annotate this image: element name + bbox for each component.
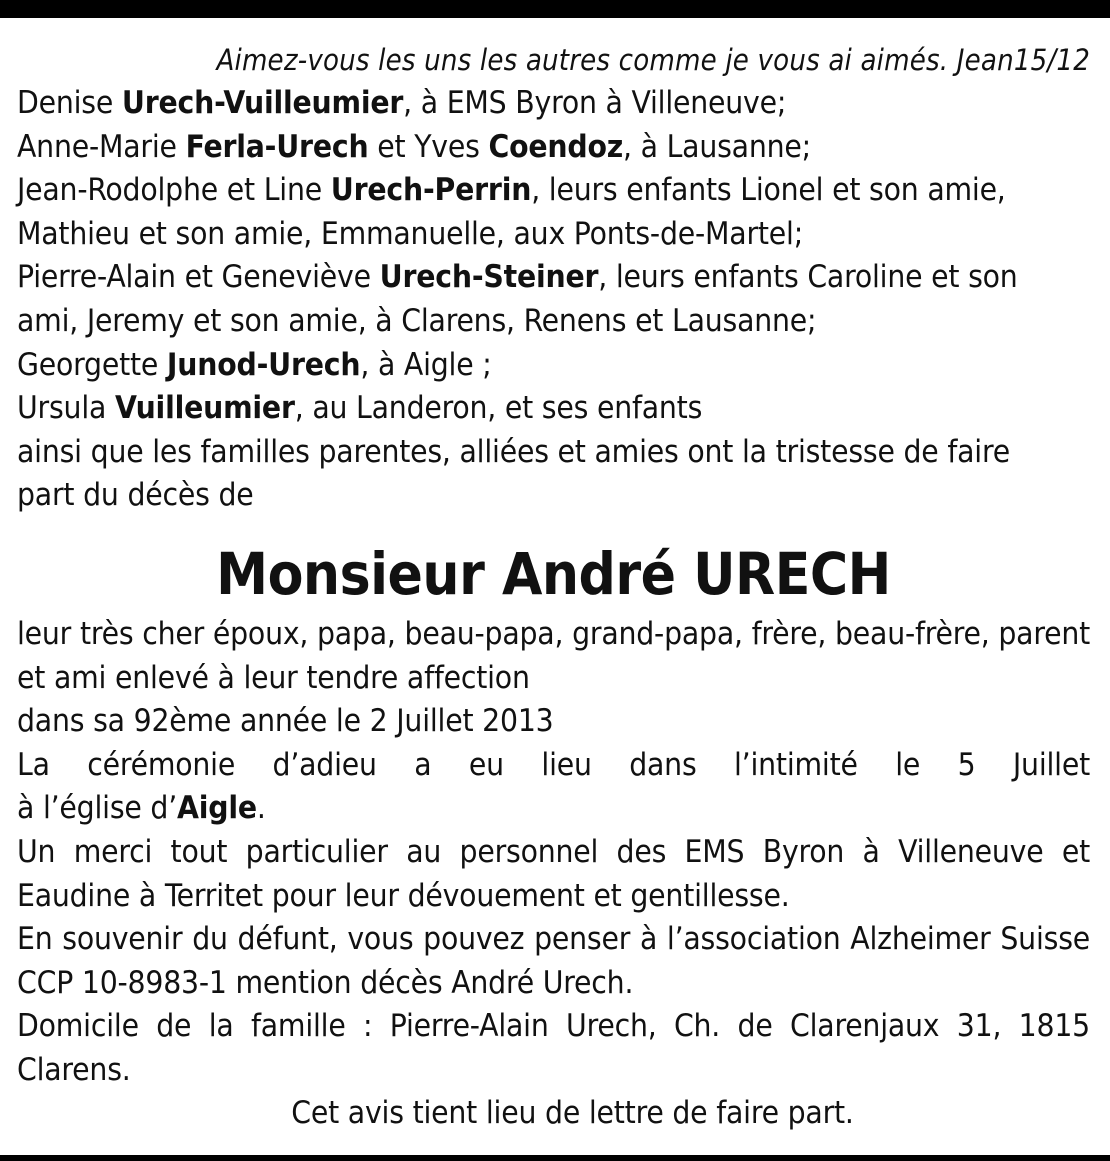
family-text: Pierre-Alain et Geneviève [17,259,380,296]
family-text: , à Aigle ; [360,346,492,383]
family-text: , leurs enfants Caroline et son [598,259,1018,296]
family-surname: Vuilleumier [114,390,295,427]
family-line: Mathieu et son amie, Emmanuelle, aux Ponts-de-Martel; [17,215,804,252]
place-name: Aigle [177,790,257,827]
family-list [17,82,1090,518]
family-line [17,126,1090,170]
body-paragraph: Un merci tout particulier au personnel des EMS Byron à Villeneuve et Eaudine à Territet pour leur dévouement et gentillesse. [17,833,1090,914]
family-text: , à Lausanne; [623,128,811,165]
top-rule [0,0,1110,18]
family-line [17,387,1090,431]
family-line [17,256,1090,300]
family-surname: Urech-Vuilleumier [121,85,404,121]
family-text: Georgette [17,346,167,383]
body-paragraph: La cérémonie d’adieu a eu lieu dans l’intimité le 5 Juillet [17,746,1090,783]
family-text: , leurs enfants Lionel et son amie, [531,172,1006,209]
family-surname: Ferla-Urech [185,128,369,165]
family-text: et Yves [368,128,489,165]
bottom-rule [0,1155,1110,1161]
family-surname: Urech-Perrin [330,172,532,209]
body-paragraph: Domicile de la famille : Pierre-Alain Urech, Ch. de Clarenjaux 31, 1815 Clarens. [17,1008,1090,1088]
body-paragraph: leur très cher époux, papa, beau-papa, grand-papa, frère, beau-frère, parent et ami enlevé à leur tendre affection [17,615,1090,696]
deceased-name: Monsieur André URECH [216,539,891,608]
family-surname: Junod-Urech [166,346,361,383]
notice-body [17,613,1090,1136]
body-paragraph: En souvenir du défunt, vous pouvez penser à l’association Alzheimer Suisse CCP 10-8983-1 mention décès André Urech. [17,921,1090,1001]
body-paragraph: dans sa 92ème année le 2 Juillet 2013 [17,703,554,740]
family-line: ami, Jeremy et son amie, à Clarens, Renens et Lausanne; [17,302,817,339]
family-text: , à EMS Byron à Villeneuve; [403,85,787,121]
family-surname: Coendoz [488,128,624,165]
family-text: Ursula [17,390,115,427]
family-line [17,169,1090,213]
body-paragraph [17,787,1090,831]
bible-verse: Aimez-vous les uns les autres comme je vous ai aimés. Jean15/12 [216,43,1090,77]
family-text: Jean-Rodolphe et Line [17,172,331,209]
family-text: Anne-Marie [17,128,186,165]
family-text: Denise [17,85,122,121]
family-line [17,344,1090,388]
family-line [17,82,1090,126]
closing-line: Cet avis tient lieu de lettre de faire part. [291,1095,854,1132]
body-text: à l’église d’ [17,790,178,827]
family-line: ainsi que les familles parentes, alliées et amies ont la tristesse de faire [17,433,1010,470]
family-line: part du décès de [17,477,254,514]
obituary-notice [17,38,1090,1136]
family-text: , au Landeron, et ses enfants [294,390,703,427]
body-text: . [256,790,266,827]
family-surname: Urech-Steiner [379,259,599,296]
